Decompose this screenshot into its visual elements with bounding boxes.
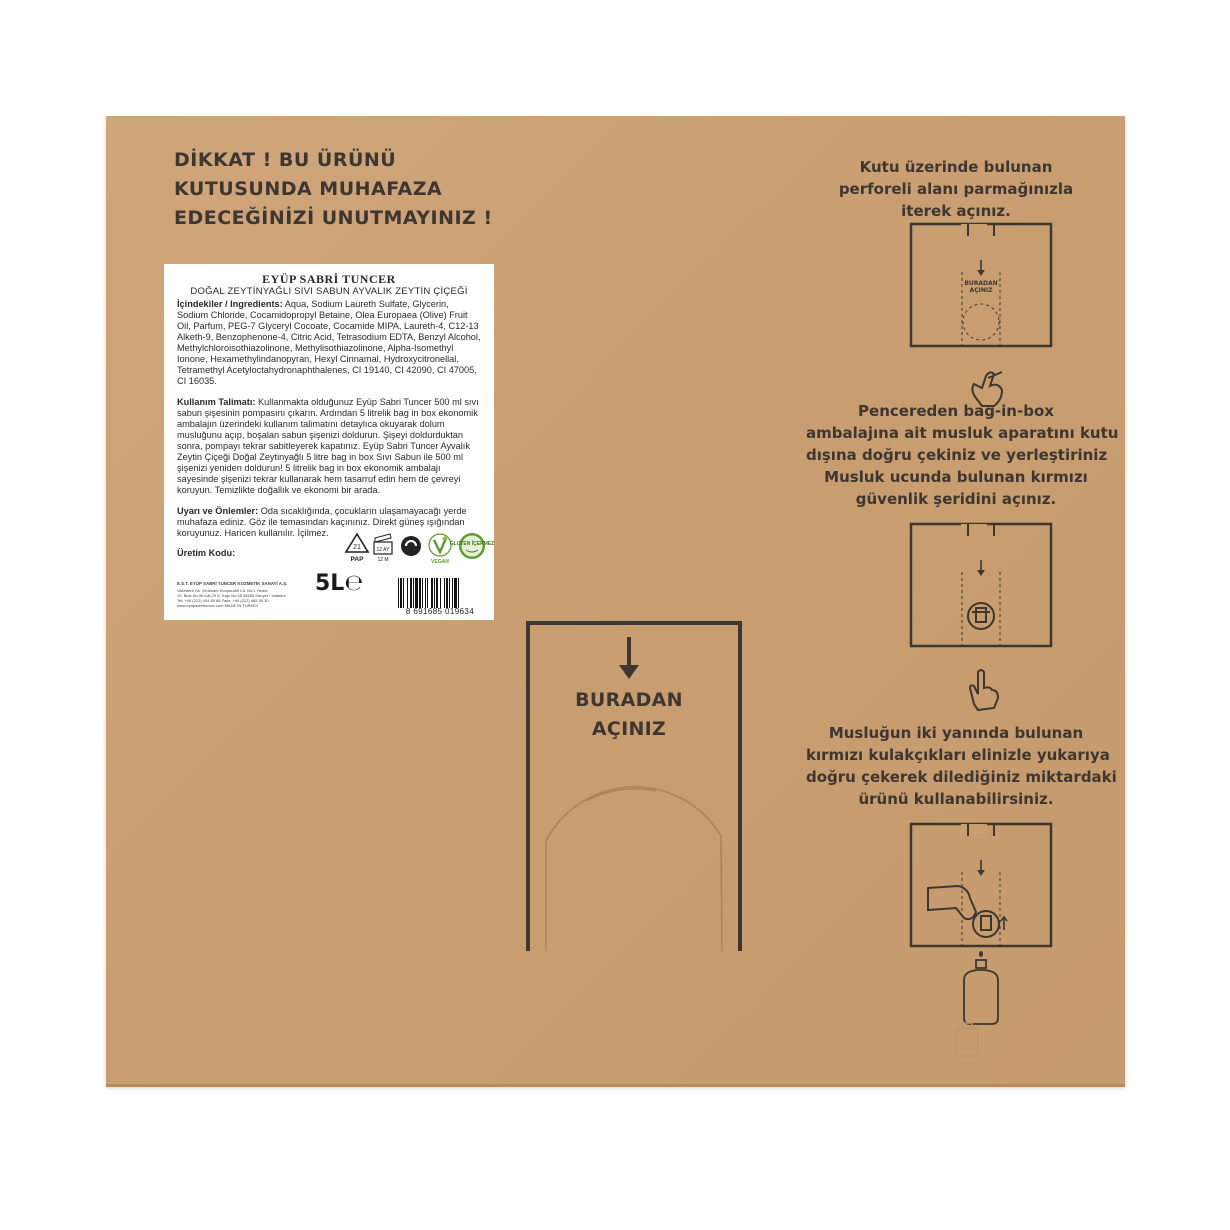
step-line: Pencereden bag-in-box — [858, 402, 1054, 420]
company-line: 19. Blok No:30 Kat:29 Ş. Kapı No:45 34555 Sarıyer / İstanbul — [177, 593, 286, 598]
recycle-number: 21 — [353, 544, 361, 551]
product-label — [164, 264, 494, 620]
step-line: perforeli alanı parmağınızla — [838, 180, 1074, 198]
barcode-bar — [440, 578, 441, 608]
pao-top: 12 AY — [376, 547, 390, 553]
barcode-bar — [454, 578, 457, 608]
company-line: Vakfıdere Sb. Ördekanı Kooperatifi Cd. No:1 Yedek — [177, 588, 268, 593]
volume-mark — [315, 571, 364, 596]
barcode-bar — [407, 578, 408, 608]
company-info — [177, 581, 307, 608]
open-here-panel[interactable] — [526, 621, 742, 951]
warning-line: EDECEĞİNİZİ UNUTMAYINIZ ! — [174, 207, 493, 229]
step-line: dışına doğru çekiniz ve yerleştiriniz — [806, 446, 1108, 464]
green-dot-icon — [400, 532, 422, 564]
step-line: Kutu üzerinde bulunan — [859, 158, 1053, 176]
warnings-body: Oda sıcaklığında, çocukların ulaşamayacağı yerde muhafaza ediniz. Göz ile temasından kaçınınız. Direkt güneş ışığından koruyunuz. Haricen kullanılır. İçilmez. — [177, 506, 467, 538]
step-3-diagram — [906, 822, 1056, 1042]
barcode-bar — [452, 578, 453, 608]
estimated-sign-icon: ℮ — [344, 571, 364, 596]
hand-pointing-icon — [970, 670, 998, 710]
barcode-bar — [427, 578, 428, 608]
company-line: Tel: +90 (212) 404 89 88 Faks: +90 (212) 465 30 30 — [177, 598, 269, 603]
diagram-label: AÇINIZ — [969, 287, 993, 294]
step-2-text — [806, 400, 1119, 510]
ingredients-text — [164, 299, 494, 387]
barcode-bar — [449, 578, 450, 608]
step-line: güvenlik şeridini açınız. — [855, 490, 1057, 508]
warning-line: DİKKAT ! BU ÜRÜNÜ — [174, 149, 397, 171]
gluten-text: GLUTEN İÇERMEZ — [449, 541, 495, 547]
barcode-bar — [419, 578, 421, 608]
pao-bottom: 12 M — [377, 557, 389, 563]
gluten-free-icon — [449, 532, 495, 564]
warning-line: KUTUSUNDA MUHAFAZA — [174, 178, 443, 200]
barcode-bar — [436, 578, 438, 608]
barcode-number: 8 691685 019634 — [405, 607, 475, 616]
storage-warning — [174, 146, 514, 233]
step-line: doğru çekerek dilediğiniz miktardaki — [806, 768, 1117, 786]
step-line: ambalajına ait musluk aparatını kutu — [806, 424, 1119, 442]
step-line: Musluğun iki yanında bulunan — [828, 724, 1084, 742]
box-bottom-edge — [106, 1084, 1125, 1087]
cardboard-box — [106, 116, 1125, 1086]
recycle-icon — [344, 532, 370, 564]
step-line: ürünü kullanabilirsiniz. — [858, 790, 1054, 808]
company-line: www.eyupsabrituncer.com MADE IN TURKEY — [177, 603, 259, 608]
barcode-bar — [434, 578, 435, 608]
production-code: Üretim Kodu: — [177, 548, 236, 558]
warnings-heading: Uyarı ve Önlemler: — [177, 506, 259, 516]
barcode-bar — [425, 578, 426, 608]
usage-body: Kullanmakta olduğunuz Eyüp Sabri Tuncer 500 ml sıvı sabun şişesinin pompasını çıkarın. Ardından 5 litrelik bag in box ekonomik ambalajın üzerindeki kullanım talimatını detaylıca okuyarak dolum musluğunu açıp, boşalan sabun şişenizi doldurun. Şişeyi doldurduktan sonra, pompayı tekrar sabitleyerek kapatınız. Eyüp Sabri Tuncer Ayvalık Zeytin Çiçeği Doğal Zeytinyağlı 5 litre bag in box Sıvı Sabun ile 500 ml şişenizi yeniden doldurun! 5 litrelik bag in box ekonomik ambalajı sayesinde şişenizi tekrar kullanarak hem tasarruf edin hem de çevreyi koruyun. Temizlikte doğallık ve ekonomi bir arada. — [177, 397, 479, 495]
soap-bottle-icon — [964, 960, 998, 1024]
certification-icons — [344, 532, 495, 565]
step-3-text — [806, 722, 1117, 810]
barcode-bar — [400, 578, 402, 608]
open-here-title — [526, 686, 732, 744]
step-1-diagram — [906, 222, 1056, 422]
diagram-label: BURADAN — [964, 280, 998, 287]
barcode-bar — [458, 578, 459, 608]
pao-jar-icon — [372, 532, 394, 564]
company-name: E.S.T. EYÜP SABRİ TUNCER KOZMETİK SANAYİ A.Ş. — [177, 581, 288, 586]
step-2-diagram — [906, 522, 1056, 712]
barcode-bar — [415, 578, 418, 608]
vegan-text: VEGAN — [431, 559, 449, 565]
barcode-bar — [403, 578, 404, 608]
product-name: DOĞAL ZEYTİNYAĞLI SIVI SABUN AYVALIK ZEYTİN ÇİÇEĞİ — [190, 286, 468, 297]
usage-heading: Kullanım Talimatı: — [177, 397, 256, 407]
tap-icon — [968, 603, 994, 629]
step-1-text — [806, 156, 1106, 222]
box-marking-icon — [952, 1022, 982, 1058]
barcode-bar — [398, 578, 399, 608]
vegan-icon — [428, 532, 452, 564]
recycle-code: PAP — [350, 556, 364, 563]
step-line: iterek açınız. — [901, 202, 1011, 220]
barcode-bar — [413, 578, 414, 608]
barcode-bar — [444, 578, 445, 608]
barcode-bar — [410, 578, 412, 608]
barcode-bar — [422, 578, 423, 608]
volume-text: 5L — [315, 571, 345, 596]
barcode-bar — [446, 578, 448, 608]
brand-name: EYÜP SABRİ TUNCER — [262, 272, 396, 286]
step-line: Musluk ucunda bulunan kırmızı — [824, 468, 1088, 486]
usage-text — [164, 397, 494, 496]
ingredients-list: Aqua, Sodium Laureth Sulfate, Glycerin, Sodium Chloride, Cocamidopropyl Betaine, Olea Europaea (Olive) Fruit Oil, Parfum, PEG-7 Glyceryl Cocoate, Cocamide MIPA, Laureth-4, C12-13 Alketh-9, Benzophenone-4, Citric Acid, Tetrasodium EDTA, Benzyl Alcohol, Methylchloroisothiazolinone, Methylisothiazolinone, Alpha-Isomethyl Ionone, Hexamethylindanopyran, Hexyl Cinnamal, Hydroxycitronellal, Tetramethyl Acetyloctahydronaphthalenes, CI 19140, CI 42090, CI 47005, CI 16035. — [177, 299, 481, 386]
barcode-bar — [431, 578, 433, 608]
ingredients-heading: İçindekiler / Ingredients: — [177, 299, 283, 309]
open-here-line: BURADAN — [575, 689, 683, 711]
step-line: kırmızı kulakçıkları elinizle yukarıya — [806, 746, 1110, 764]
open-here-line: AÇINIZ — [591, 718, 667, 740]
